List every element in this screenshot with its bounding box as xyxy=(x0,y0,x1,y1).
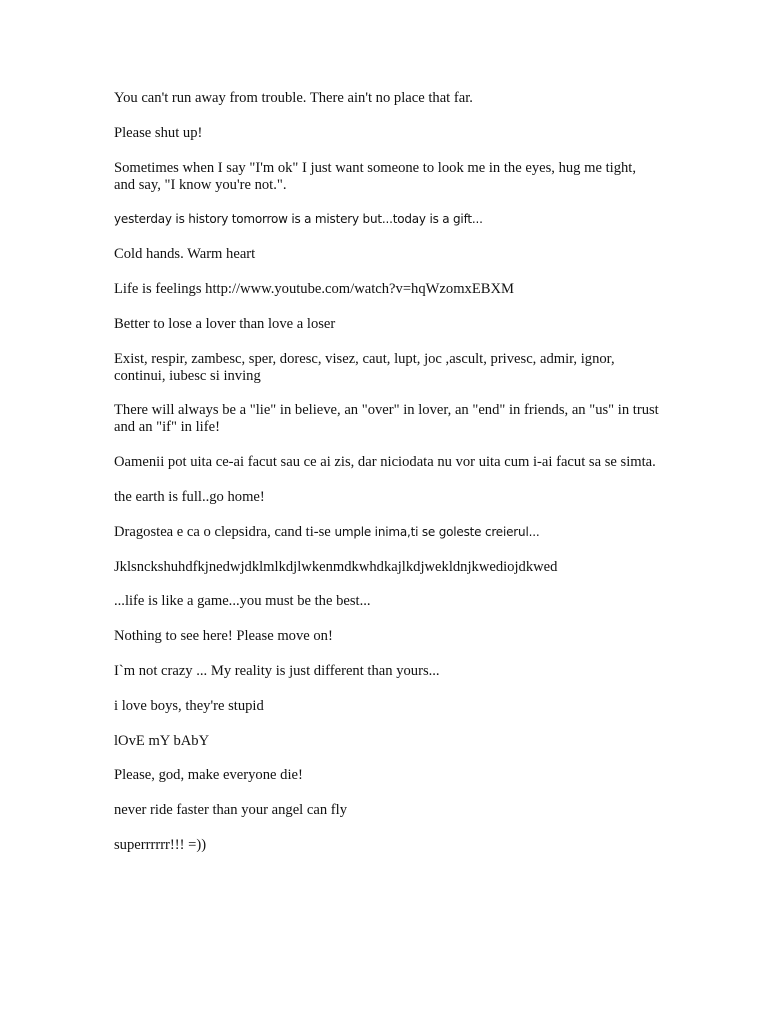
quote-line-mixed-font xyxy=(114,524,659,541)
quote-line: Please, god, make everyone die! xyxy=(114,767,303,784)
quote-line: There will always be a "lie" in believe, an "over" in lover, an "end" in friends, an "us" in trust and an "if" in life! xyxy=(114,402,659,436)
quote-line: Exist, respir, zambesc, sper, doresc, visez, caut, lupt, joc ,ascult, privesc, admir, ignor, continui, iubesc si inving xyxy=(114,350,615,384)
quote-line: You can't run away from trouble. There ain't no place that far. xyxy=(114,90,473,106)
quote-line: Please shut up! xyxy=(114,124,203,141)
quote-line: Better to lose a lover than love a loser xyxy=(114,315,336,332)
quote-line: lOvE mY bAbY xyxy=(114,732,210,749)
quote-line: ...life is like a game...you must be the best... xyxy=(114,593,371,610)
quote-alt-part: umple inima,ti se goleste creierul... xyxy=(334,524,540,539)
quote-line: the earth is full..go home! xyxy=(114,488,265,505)
quotes-text-block xyxy=(114,90,659,872)
quote-line: Oamenii pot uita ce-ai facut sau ce ai zis, dar niciodata nu vor uita cum i-ai facut sa se simta. xyxy=(114,454,656,471)
quote-serif-part: Dragostea e ca o clepsidra, cand ti-se xyxy=(114,523,335,540)
quote-line: superrrrrr!!! =)) xyxy=(114,836,207,853)
quote-line: yesterday is history tomorrow is a mistery but...today is a gift... xyxy=(114,212,483,227)
quote-line: i love boys, they're stupid xyxy=(114,697,264,714)
quote-line: Nothing to see here! Please move on! xyxy=(114,628,333,645)
quote-line: I`m not crazy ... My reality is just different than yours... xyxy=(114,662,440,679)
quote-line: Sometimes when I say "I'm ok" I just want someone to look me in the eyes, hug me tight, and say, "I know you're not.". xyxy=(114,159,637,193)
quote-line: Cold hands. Warm heart xyxy=(114,246,256,263)
quote-line: Life is feelings http://www.youtube.com/watch?v=hqWzomxEBXM xyxy=(114,280,515,297)
quote-line: Jklsnckshuhdfkjnedwjdklmlkdjlwkenmdkwhdkajlkdjwekldnjkwediojdkwed xyxy=(114,558,558,575)
quote-line: never ride faster than your angel can fly xyxy=(114,802,347,819)
